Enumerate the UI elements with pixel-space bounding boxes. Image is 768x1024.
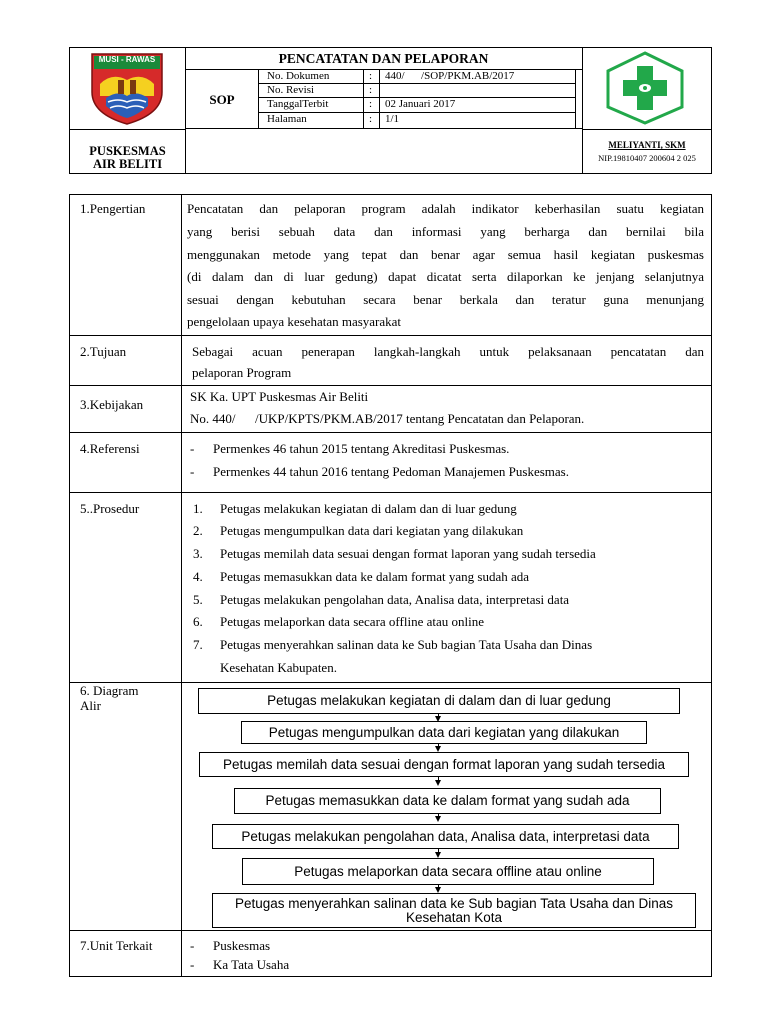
prosedur-num: 1. xyxy=(193,501,203,516)
flow-step-7-line2: Kesehatan Kota xyxy=(405,909,503,925)
field-value-halaman: 1/1 xyxy=(385,113,400,125)
sop-label: SOP xyxy=(209,92,235,107)
prosedur-num: 7. xyxy=(193,637,203,652)
prosedur-item: Petugas memasukkan data ke dalam format yang sudah ada xyxy=(220,569,530,584)
referensi-item: Permenkes 44 tahun 2016 tentang Pedoman Manajemen Puskesmas. xyxy=(213,464,569,479)
sop-title: PENCATATAN DAN PELAPORAN xyxy=(278,51,489,66)
section-label-unit: 7.Unit Terkait xyxy=(80,938,153,953)
pengertian-line: pengelolaan upaya kesehatan masyarakat xyxy=(187,314,402,329)
pengertian-line: sesuai dengan kebutuhan secara benar berkala dan teratur guna menunjang xyxy=(187,292,704,307)
prosedur-item: Petugas melakukan kegiatan di dalam dan di luar gedung xyxy=(220,501,517,516)
unit-item: Puskesmas xyxy=(213,938,271,953)
referensi-item: Permenkes 46 tahun 2015 tentang Akreditasi Puskesmas. xyxy=(213,441,510,456)
prosedur-item: Petugas menyerahkan salinan data ke Sub bagian Tata Usaha dan Dinas xyxy=(220,637,593,652)
unit-dash: - xyxy=(190,938,195,953)
section-label-diagram: 6. Diagram xyxy=(80,683,139,698)
flow-step-6: Petugas melaporkan data secara offline atau online xyxy=(242,858,654,885)
org-name-line2: AIR BELITI xyxy=(92,157,163,171)
field-label-halaman: Halaman xyxy=(267,113,307,125)
signer-name: MELIYANTI, SKM xyxy=(608,140,686,150)
referensi-dash: - xyxy=(190,441,195,456)
field-value-no-dokumen: 440/ /SOP/PKM.AB/2017 xyxy=(385,70,515,82)
field-colon: : xyxy=(369,98,373,110)
prosedur-item: Petugas melakukan pengolahan data, Analisa data, interpretasi data xyxy=(220,592,570,607)
flow-step-2: Petugas mengumpulkan data dari kegiatan yang dilakukan xyxy=(241,721,647,744)
puskesmas-logo xyxy=(604,50,686,126)
field-colon: : xyxy=(369,84,373,96)
section-label-diagram-2: Alir xyxy=(80,698,101,713)
field-label-no-dokumen: No. Dokumen xyxy=(267,70,330,82)
field-value-tanggal-terbit: 02 Januari 2017 xyxy=(385,98,456,110)
unit-item: Ka Tata Usaha xyxy=(213,957,290,972)
prosedur-item-cont: Kesehatan Kabupaten. xyxy=(220,660,337,675)
flow-step-5: Petugas melakukan pengolahan data, Analisa data, interpretasi data xyxy=(212,824,679,849)
unit-dash: - xyxy=(190,957,195,972)
tujuan-line: pelaporan Program xyxy=(192,365,292,380)
flow-step-4: Petugas memasukkan data ke dalam format yang sudah ada xyxy=(234,788,661,814)
flow-step-1: Petugas melakukan kegiatan di dalam dan di luar gedung xyxy=(198,688,680,714)
section-label-kebijakan: 3.Kebijakan xyxy=(80,397,144,412)
pengertian-line: Pencatatan dan pelaporan program adalah indikator keberhasilan suatu kegiatan xyxy=(187,201,704,216)
kebijakan-line: SK Ka. UPT Puskesmas Air Beliti xyxy=(190,389,369,404)
section-label-pengertian: 1.Pengertian xyxy=(80,201,146,216)
org-name-line1: PUSKESMAS xyxy=(89,144,166,158)
flow-step-7-line1: Petugas menyerahkan salinan data ke Sub bagian Tata Usaha dan Dinas xyxy=(234,895,674,911)
section-label-tujuan: 2.Tujuan xyxy=(80,344,127,359)
prosedur-num: 3. xyxy=(193,546,203,561)
pengertian-line: menggunakan metode yang tepat dan benar agar semua hasil kegiatan puskesmas xyxy=(187,247,704,262)
prosedur-item: Petugas melaporkan data secara offline atau online xyxy=(220,614,484,629)
pengertian-line: yang berisi sebuah data dan informasi yang berharga dan bernilai bila xyxy=(187,224,704,239)
flow-step-7 xyxy=(212,893,696,928)
section-label-prosedur: 5..Prosedur xyxy=(80,501,140,516)
prosedur-num: 4. xyxy=(193,569,203,584)
logo-banner-text: MUSI - RAWAS xyxy=(98,55,156,64)
prosedur-num: 5. xyxy=(193,592,203,607)
signer-nip: NIP.19810407 200604 2 025 xyxy=(598,153,696,163)
prosedur-num: 6. xyxy=(193,614,203,629)
kebijakan-line: No. 440/ /UKP/KPTS/PKM.AB/2017 tentang Pencatatan dan Pelaporan. xyxy=(190,411,585,426)
tujuan-line: Sebagai acuan penerapan langkah-langkah untuk pelaksanaan pencatatan dan xyxy=(192,344,704,359)
prosedur-item: Petugas mengumpulkan data dari kegiatan yang dilakukan xyxy=(220,523,524,538)
field-colon: : xyxy=(369,113,373,125)
pengertian-line: (di dalam dan di luar gedung) dapat dicatat serta dilaporkan ke jenjang selanjutnya xyxy=(187,269,704,284)
prosedur-item: Petugas memilah data sesuai dengan format laporan yang sudah tersedia xyxy=(220,546,596,561)
referensi-dash: - xyxy=(190,464,195,479)
field-colon: : xyxy=(369,70,373,82)
field-label-no-revisi: No. Revisi xyxy=(267,84,315,96)
flow-step-3: Petugas memilah data sesuai dengan format laporan yang sudah tersedia xyxy=(199,752,689,777)
section-label-referensi: 4.Referensi xyxy=(80,441,140,456)
field-label-tanggal-terbit: TanggalTerbit xyxy=(267,98,329,110)
prosedur-num: 2. xyxy=(193,523,203,538)
